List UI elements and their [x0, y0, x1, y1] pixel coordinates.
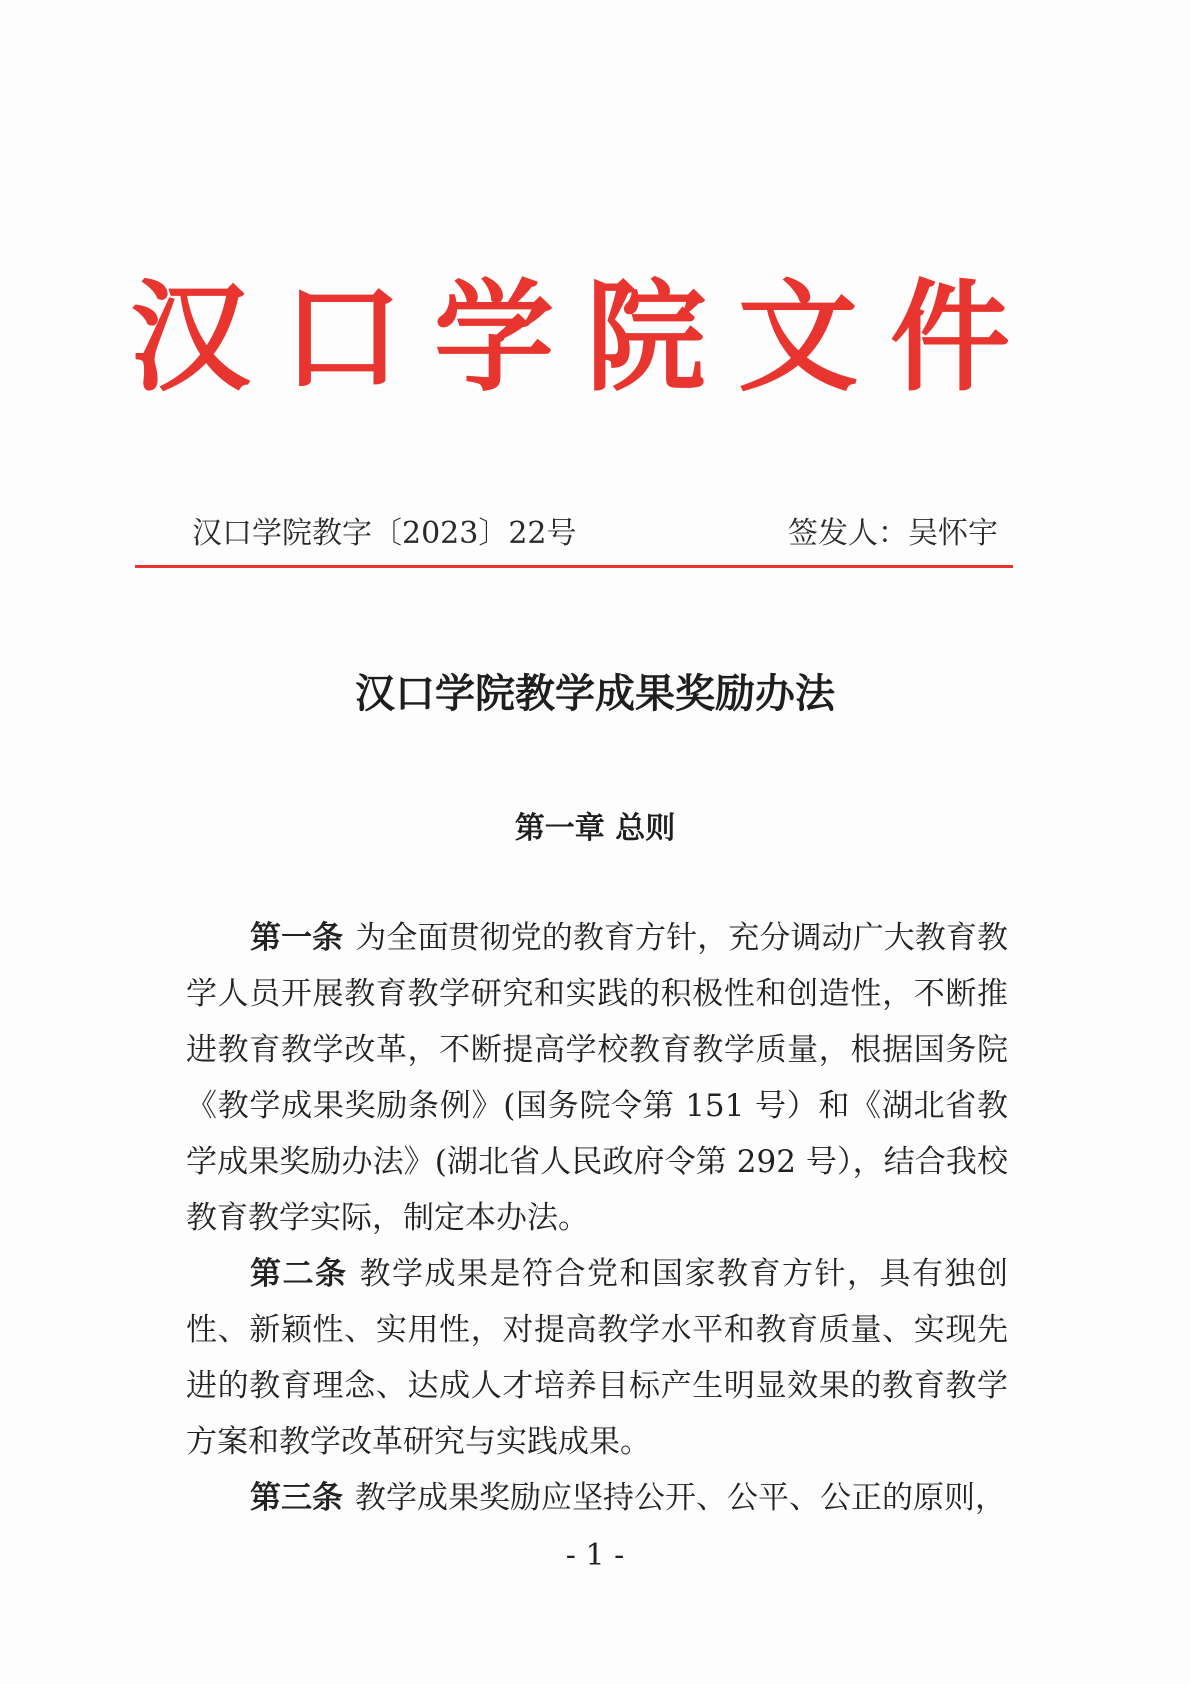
- article-label: 第一条: [250, 920, 344, 956]
- chapter-heading: 第一章 总则: [514, 811, 676, 846]
- page-number: - 1 -: [565, 1538, 625, 1573]
- masthead-char: 件: [890, 267, 1010, 408]
- article-text: 教学成果奖励应坚持公开、公平、公正的原则，: [355, 1480, 1006, 1516]
- document-meta-line: [192, 512, 998, 556]
- signer: 签发人：吴怀宇: [788, 516, 998, 551]
- masthead: [120, 268, 1020, 408]
- document-title: 汉口学院教学成果奖励办法: [355, 670, 835, 717]
- masthead-char: 院: [586, 267, 706, 408]
- document-number: 汉口学院教字〔2023〕22号: [192, 516, 577, 551]
- document-body: [186, 910, 1008, 1526]
- article-text: 为全面贯彻党的教育方针，充分调动广大教育教学人员开展教育教学研究和实践的积极性和创造性，不断推进教育教学改革，不断提高学校教育教学质量，根据国务院《教学成果奖励条例》(国务院令第 151 号）和《湖北省教学成果奖励办法》(湖北省人民政府令第 292 号），结合我校教育教学实际，制定本办法。: [186, 920, 1009, 1236]
- article-label: 第三条: [250, 1480, 343, 1516]
- article-2: [186, 1246, 1008, 1470]
- masthead-char: 文: [738, 267, 858, 408]
- article-text: 教学成果是符合党和国家教育方针，具有独创性、新颖性、实用性，对提高教学水平和教育质量、实现先进的教育理念、达成人才培养目标产生明显效果的教育教学方案和教学改革研究与实践成果。: [186, 1256, 1008, 1460]
- article-1: [186, 910, 1008, 1246]
- masthead-char: 口: [282, 267, 402, 408]
- article-label: 第二条: [250, 1256, 348, 1292]
- masthead-char: 汉: [130, 267, 250, 408]
- masthead-char: 学: [434, 267, 554, 408]
- red-divider: [135, 565, 1013, 568]
- article-3: [186, 1470, 1008, 1526]
